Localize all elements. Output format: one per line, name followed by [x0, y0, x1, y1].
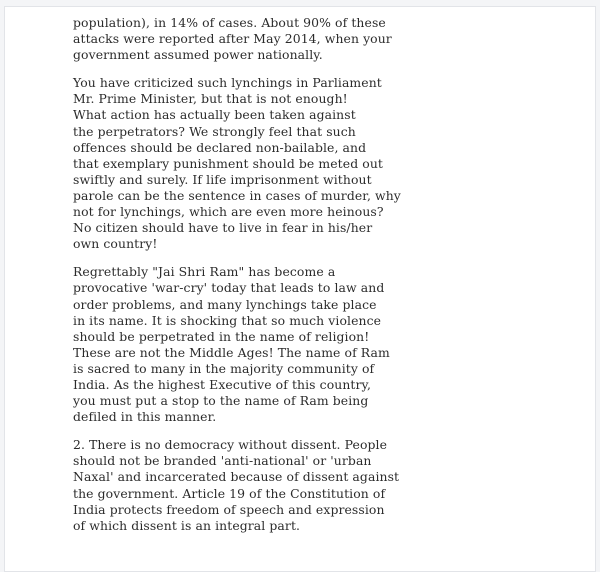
text-line: Regrettably "Jai Shri Ram" has become a: [73, 264, 336, 280]
text-line: attacks were reported after May 2014, when your: [73, 31, 392, 47]
text-line: India. As the highest Executive of this country,: [73, 376, 372, 392]
text-line: is sacred to many in the majority community of: [73, 360, 375, 376]
paragraph-2: [73, 75, 401, 252]
text-line: the government. Article 19 of the Constitution of: [73, 485, 386, 501]
text-line: What action has actually been taken against: [73, 107, 356, 123]
text-line: Naxal' and incarcerated because of dissent against: [73, 469, 400, 485]
paragraph-3: [73, 264, 393, 425]
text-line: provocative 'war-cry' today that leads to law and: [73, 280, 385, 296]
text-line: should be perpetrated in the name of religion!: [73, 328, 370, 344]
text-line: 2. There is no democracy without dissent. People: [73, 437, 388, 453]
text-line: Mr. Prime Minister, but that is not enough!: [73, 91, 348, 107]
text-line: not for lynchings, which are even more heinous?: [73, 204, 384, 220]
text-line: population), in 14% of cases. About 90% of these: [73, 15, 386, 30]
text-line: defiled in this manner.: [73, 409, 217, 425]
text-line: the perpetrators? We strongly feel that such: [73, 123, 356, 139]
document-page: [4, 6, 596, 572]
text-line: own country!: [73, 236, 158, 252]
text-line: India protects freedom of speech and expression: [73, 501, 385, 517]
text-line: parole can be the sentence in cases of murder, why: [73, 187, 401, 203]
text-line: you must put a stop to the name of Ram being: [73, 393, 369, 409]
text-line: swiftly and surely. If life imprisonment without: [73, 171, 372, 187]
letter-body: [73, 15, 401, 546]
text-line: of which dissent is an integral part.: [73, 517, 301, 533]
text-line: should not be branded 'anti-national' or 'urban: [73, 453, 372, 469]
text-line: offences should be declared non-bailable, and: [73, 139, 367, 155]
text-line: These are not the Middle Ages! The name of Ram: [73, 344, 390, 360]
text-line: in its name. It is shocking that so much violence: [73, 312, 382, 328]
text-line: order problems, and many lynchings take place: [73, 296, 377, 312]
paragraph-1: [73, 15, 393, 63]
text-line: government assumed power nationally.: [73, 47, 323, 63]
paragraph-4: [73, 437, 400, 534]
text-line: No citizen should have to live in fear in his/her: [73, 220, 373, 236]
text-line: You have criticized such lynchings in Parliament: [73, 75, 382, 91]
text-line: that exemplary punishment should be meted out: [73, 155, 383, 171]
